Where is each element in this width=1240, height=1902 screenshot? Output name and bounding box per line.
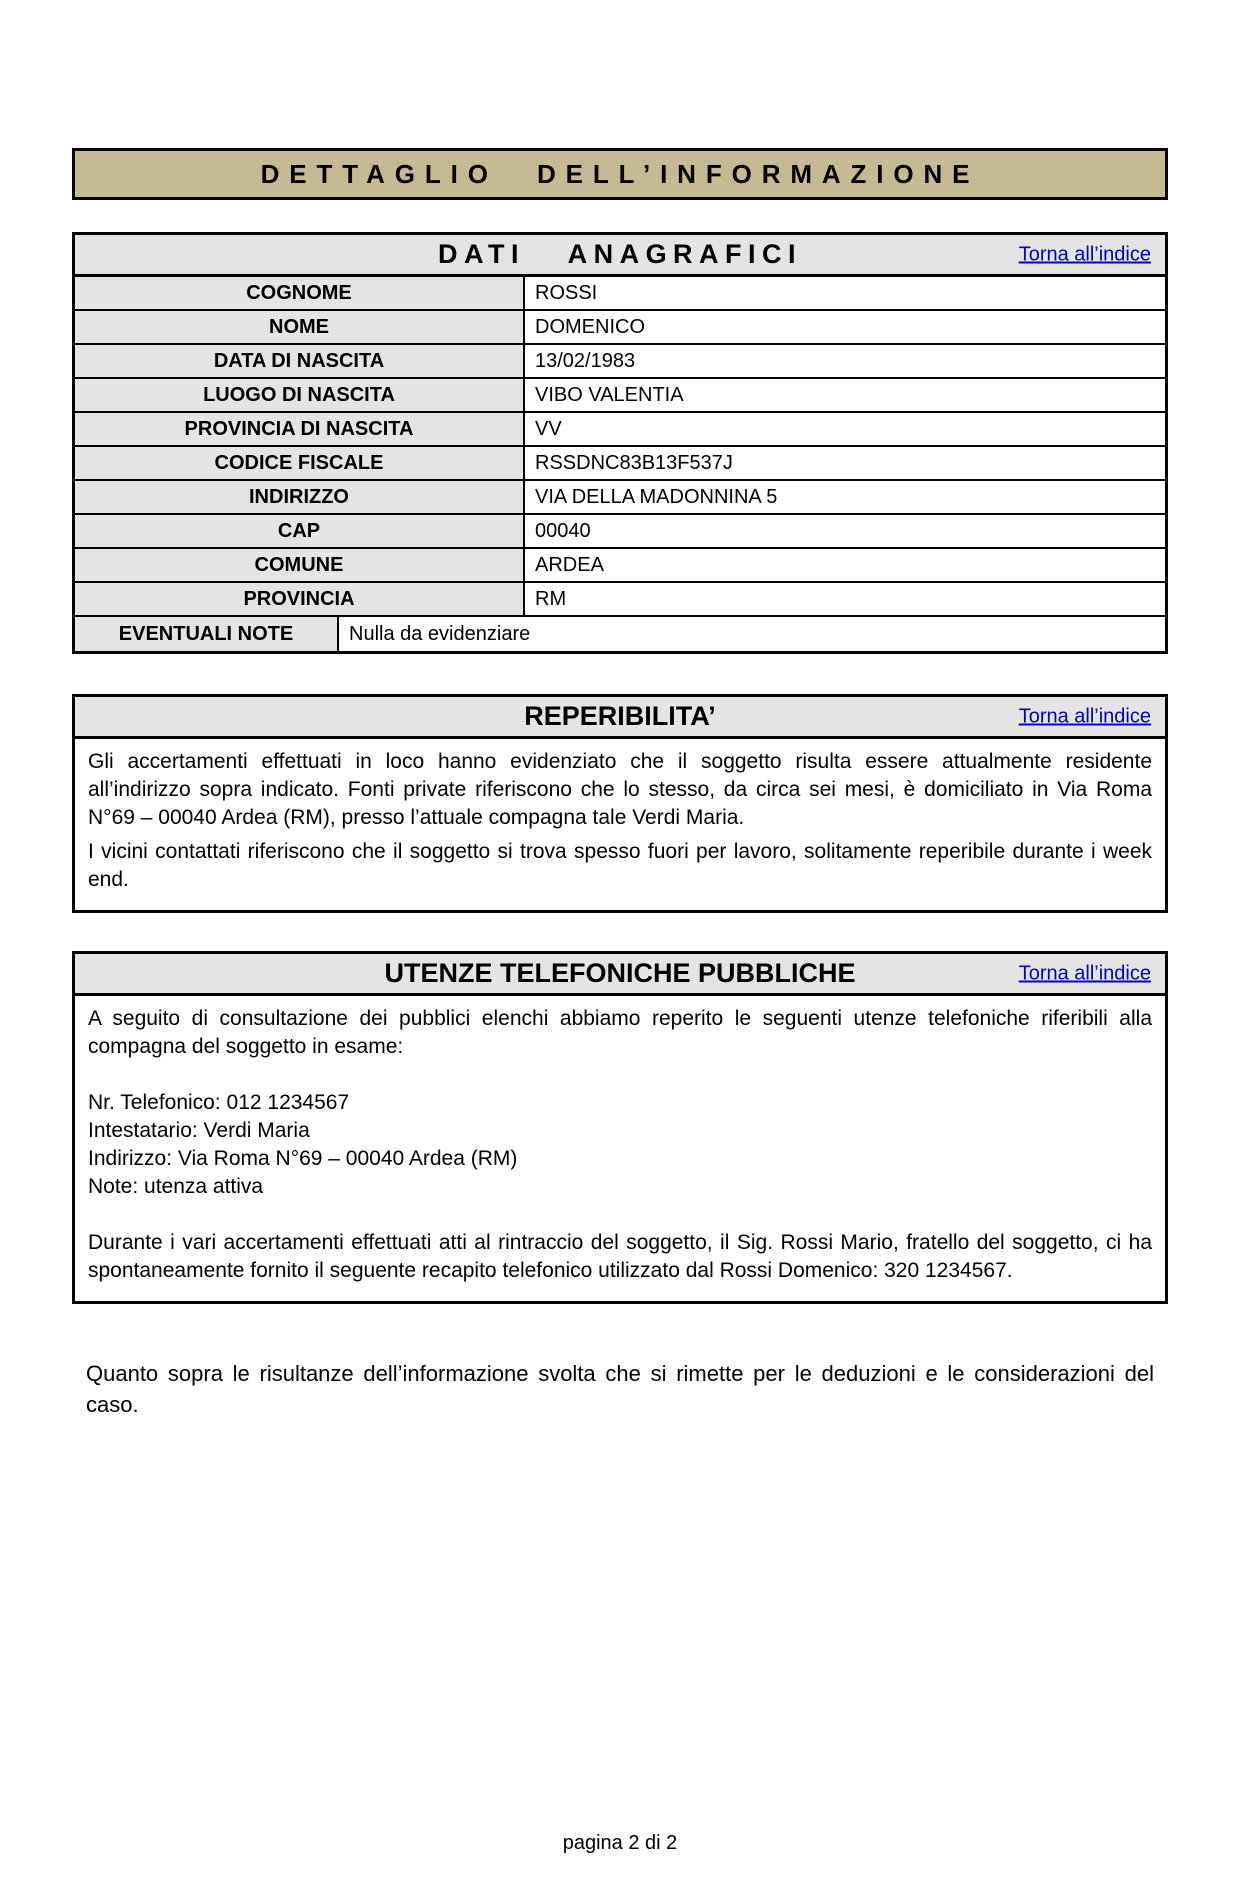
- table-row-comune: [75, 549, 1165, 583]
- row-value: ROSSI: [525, 277, 1165, 309]
- table-row-data-di-nascita: [75, 345, 1165, 379]
- table-row-indirizzo: [75, 481, 1165, 515]
- table-row-provincia-di-nascita: [75, 413, 1165, 447]
- row-value: VV: [525, 413, 1165, 445]
- row-label: COGNOME: [75, 277, 525, 309]
- row-value: Nulla da evidenziare: [339, 617, 1165, 651]
- table-row-cap: [75, 515, 1165, 549]
- row-value: DOMENICO: [525, 311, 1165, 343]
- table-row-provincia: [75, 583, 1165, 617]
- phone-note-line: Note: utenza attiva: [88, 1175, 264, 1198]
- row-label: INDIRIZZO: [75, 481, 525, 513]
- utenze-telefoniche-section: [72, 951, 1168, 1304]
- reperibilita-paragraph: I vicini contattati riferiscono che il soggetto si trova spesso fuori per lavoro, solitamente reperibile durante i week end.: [88, 840, 1152, 891]
- row-label: LUOGO DI NASCITA: [75, 379, 525, 411]
- row-value: RM: [525, 583, 1165, 615]
- row-value: 00040: [525, 515, 1165, 547]
- table-row-eventuali-note: [75, 617, 1165, 651]
- section-title-reperibilita: REPERIBILITA’: [524, 701, 716, 731]
- row-value: ARDEA: [525, 549, 1165, 581]
- reperibilita-paragraph: Gli accertamenti effettuati in loco hanno evidenziato che il soggetto risulta essere attualmente residente all’indirizzo sopra indicato. Fonti private riferiscono che lo stesso, da circa sei mesi, è domiciliato in Via Roma N°69 – 00040 Ardea (RM), presso l’attuale compagna tale Verdi Maria.: [88, 750, 1152, 829]
- row-label: NOME: [75, 311, 525, 343]
- table-row-codice-fiscale: [75, 447, 1165, 481]
- back-to-index-link[interactable]: Torna all’indice: [1018, 243, 1151, 265]
- row-value: 13/02/1983: [525, 345, 1165, 377]
- utenze-body: [75, 996, 1165, 1301]
- phone-holder-line: Intestatario: Verdi Maria: [88, 1119, 310, 1142]
- dati-anagrafici-section: [72, 232, 1168, 654]
- utenze-outro-paragraph: Durante i vari accertamenti effettuati atti al rintraccio del soggetto, il Sig. Rossi Mario, fratello del soggetto, ci ha spontaneamente fornito il seguente recapito telefonico utilizzato dal Rossi Domenico: 320 1234567.: [88, 1231, 1152, 1282]
- section-title-utenze: UTENZE TELEFONICHE PUBBLICHE: [384, 958, 856, 988]
- section-title-dati-anagrafici: DATI ANAGRAFICI: [438, 239, 802, 269]
- table-row-cognome: [75, 277, 1165, 311]
- row-value: RSSDNC83B13F537J: [525, 447, 1165, 479]
- back-to-index-link[interactable]: Torna all’indice: [1018, 962, 1151, 984]
- utenze-header: [75, 954, 1165, 996]
- dati-anagrafici-header: [75, 235, 1165, 277]
- page-number-footer: pagina 2 di 2: [562, 1832, 678, 1854]
- row-label: PROVINCIA DI NASCITA: [75, 413, 525, 445]
- row-label: CODICE FISCALE: [75, 447, 525, 479]
- closing-paragraph: Quanto sopra le risultanze dell’informazione svolta che si rimette per le deduzioni e le considerazioni del caso.: [86, 1361, 1154, 1417]
- utenze-intro-paragraph: A seguito di consultazione dei pubblici elenchi abbiamo reperito le seguenti utenze telefoniche riferibili alla compagna del soggetto in esame:: [88, 1007, 1152, 1058]
- phone-number-line: Nr. Telefonico: 012 1234567: [88, 1091, 350, 1114]
- reperibilita-section: [72, 694, 1168, 913]
- page-banner: [72, 148, 1168, 200]
- row-value: VIA DELLA MADONNINA 5: [525, 481, 1165, 513]
- row-label: DATA DI NASCITA: [75, 345, 525, 377]
- row-label: PROVINCIA: [75, 583, 525, 615]
- row-label: EVENTUALI NOTE: [75, 617, 339, 651]
- table-row-nome: [75, 311, 1165, 345]
- phone-record: [88, 1089, 1152, 1201]
- row-label: COMUNE: [75, 549, 525, 581]
- banner-title: DETTAGLIO DELL’INFORMAZIONE: [260, 158, 980, 189]
- reperibilita-body: [75, 739, 1165, 910]
- row-value: VIBO VALENTIA: [525, 379, 1165, 411]
- phone-address-line: Indirizzo: Via Roma N°69 – 00040 Ardea (RM): [88, 1147, 518, 1170]
- back-to-index-link[interactable]: Torna all’indice: [1018, 705, 1151, 727]
- reperibilita-header: [75, 697, 1165, 739]
- table-row-luogo-di-nascita: [75, 379, 1165, 413]
- row-label: CAP: [75, 515, 525, 547]
